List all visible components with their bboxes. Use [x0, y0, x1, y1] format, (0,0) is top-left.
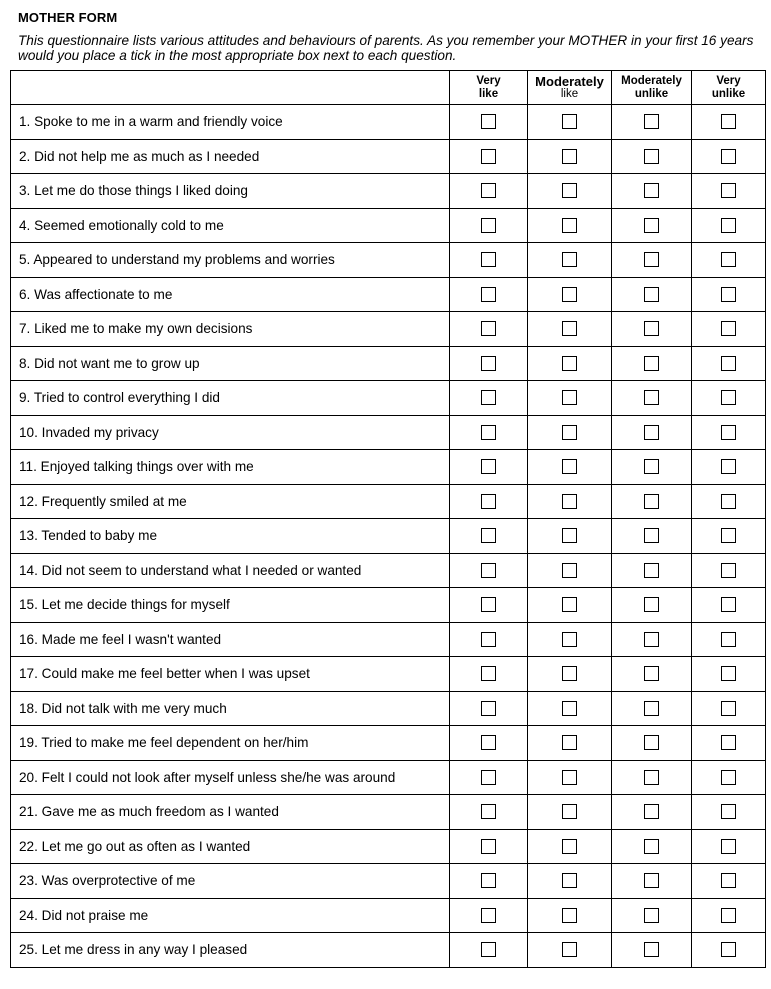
- answer-cell-very-like: [450, 484, 528, 519]
- checkbox-moderately-like[interactable]: [562, 839, 577, 854]
- header-very-unlike-line1: Very: [716, 74, 741, 87]
- answer-cell-moderately-unlike: [612, 553, 692, 588]
- header-moderately-unlike-line1: Moderately: [621, 74, 682, 87]
- answer-cell-moderately-unlike: [612, 657, 692, 692]
- answer-cell-very-like: [450, 864, 528, 899]
- answer-cell-moderately-unlike: [612, 105, 692, 140]
- answer-cell-moderately-unlike: [612, 484, 692, 519]
- answer-cell-moderately-unlike: [612, 864, 692, 899]
- checkbox-moderately-unlike[interactable]: [644, 839, 659, 854]
- checkbox-very-like[interactable]: [481, 735, 496, 750]
- header-moderately-unlike: [612, 71, 692, 105]
- checkbox-moderately-like[interactable]: [562, 356, 577, 371]
- question-text: 10. Invaded my privacy: [11, 415, 450, 450]
- checkbox-moderately-unlike[interactable]: [644, 770, 659, 785]
- answer-cell-very-like: [450, 208, 528, 243]
- answer-cell-very-unlike: [692, 415, 766, 450]
- answer-cell-very-like: [450, 760, 528, 795]
- question-text: 5. Appeared to understand my problems and worries: [11, 243, 450, 278]
- form-title: MOTHER FORM: [18, 10, 118, 25]
- checkbox-very-like[interactable]: [481, 356, 496, 371]
- answer-cell-very-like: [450, 450, 528, 485]
- checkbox-very-unlike[interactable]: [721, 356, 736, 371]
- table-row: [11, 622, 766, 657]
- table-row: [11, 519, 766, 554]
- question-text: 25. Let me dress in any way I pleased: [11, 933, 450, 968]
- checkbox-moderately-unlike[interactable]: [644, 425, 659, 440]
- checkbox-moderately-like[interactable]: [562, 114, 577, 129]
- checkbox-moderately-like[interactable]: [562, 873, 577, 888]
- table-row: [11, 484, 766, 519]
- table-row: [11, 760, 766, 795]
- checkbox-very-unlike[interactable]: [721, 494, 736, 509]
- table-row: [11, 105, 766, 140]
- checkbox-moderately-unlike[interactable]: [644, 942, 659, 957]
- checkbox-very-unlike[interactable]: [721, 908, 736, 923]
- question-text: 15. Let me decide things for myself: [11, 588, 450, 623]
- checkbox-very-unlike[interactable]: [721, 942, 736, 957]
- question-text: 17. Could make me feel better when I was upset: [11, 657, 450, 692]
- answer-cell-moderately-like: [528, 243, 612, 278]
- answer-cell-moderately-like: [528, 622, 612, 657]
- checkbox-moderately-like[interactable]: [562, 459, 577, 474]
- checkbox-very-like[interactable]: [481, 114, 496, 129]
- answer-cell-very-unlike: [692, 174, 766, 209]
- answer-cell-very-unlike: [692, 484, 766, 519]
- answer-cell-moderately-unlike: [612, 622, 692, 657]
- checkbox-very-unlike[interactable]: [721, 390, 736, 405]
- answer-cell-moderately-unlike: [612, 208, 692, 243]
- answer-cell-moderately-unlike: [612, 415, 692, 450]
- question-text: 2. Did not help me as much as I needed: [11, 139, 450, 174]
- checkbox-moderately-unlike[interactable]: [644, 597, 659, 612]
- answer-cell-moderately-unlike: [612, 829, 692, 864]
- checkbox-very-like[interactable]: [481, 666, 496, 681]
- checkbox-moderately-unlike[interactable]: [644, 666, 659, 681]
- checkbox-moderately-like[interactable]: [562, 701, 577, 716]
- checkbox-moderately-unlike[interactable]: [644, 908, 659, 923]
- checkbox-very-like[interactable]: [481, 563, 496, 578]
- header-very-like-line2: like: [478, 87, 499, 100]
- question-text: 6. Was affectionate to me: [11, 277, 450, 312]
- answer-cell-moderately-unlike: [612, 277, 692, 312]
- table-row: [11, 346, 766, 381]
- checkbox-very-unlike[interactable]: [721, 149, 736, 164]
- checkbox-very-like[interactable]: [481, 804, 496, 819]
- table-row: [11, 933, 766, 968]
- checkbox-moderately-unlike[interactable]: [644, 252, 659, 267]
- checkbox-very-unlike[interactable]: [721, 632, 736, 647]
- checkbox-very-like[interactable]: [481, 770, 496, 785]
- checkbox-very-unlike[interactable]: [721, 839, 736, 854]
- answer-cell-moderately-like: [528, 346, 612, 381]
- table-row: [11, 243, 766, 278]
- checkbox-moderately-like[interactable]: [562, 252, 577, 267]
- checkbox-very-unlike[interactable]: [721, 183, 736, 198]
- checkbox-moderately-like[interactable]: [562, 425, 577, 440]
- table-row: [11, 553, 766, 588]
- answer-cell-moderately-like: [528, 519, 612, 554]
- table-row: [11, 657, 766, 692]
- checkbox-moderately-unlike[interactable]: [644, 459, 659, 474]
- question-text: 22. Let me go out as often as I wanted: [11, 829, 450, 864]
- question-text: 18. Did not talk with me very much: [11, 691, 450, 726]
- answer-cell-moderately-like: [528, 312, 612, 347]
- checkbox-moderately-unlike[interactable]: [644, 804, 659, 819]
- question-text: 16. Made me feel I wasn't wanted: [11, 622, 450, 657]
- answer-cell-moderately-unlike: [612, 898, 692, 933]
- checkbox-very-like[interactable]: [481, 287, 496, 302]
- checkbox-moderately-unlike[interactable]: [644, 356, 659, 371]
- checkbox-very-unlike[interactable]: [721, 114, 736, 129]
- checkbox-moderately-like[interactable]: [562, 321, 577, 336]
- checkbox-very-like[interactable]: [481, 252, 496, 267]
- table-row: [11, 726, 766, 761]
- answer-cell-very-like: [450, 415, 528, 450]
- checkbox-very-like[interactable]: [481, 942, 496, 957]
- table-row: [11, 381, 766, 416]
- header-very-like: [450, 71, 528, 105]
- checkbox-moderately-unlike[interactable]: [644, 114, 659, 129]
- table-row: [11, 277, 766, 312]
- checkbox-moderately-like[interactable]: [562, 287, 577, 302]
- header-moderately-like-line1: Moderately: [535, 73, 604, 89]
- table-row: [11, 174, 766, 209]
- checkbox-moderately-unlike[interactable]: [644, 563, 659, 578]
- header-very-unlike: [692, 71, 766, 105]
- checkbox-very-like[interactable]: [481, 494, 496, 509]
- checkbox-moderately-like[interactable]: [562, 908, 577, 923]
- answer-cell-very-like: [450, 726, 528, 761]
- checkbox-moderately-unlike[interactable]: [644, 528, 659, 543]
- checkbox-very-like[interactable]: [481, 839, 496, 854]
- header-question-cell: [11, 71, 450, 105]
- table-row: [11, 208, 766, 243]
- table-row: [11, 588, 766, 623]
- answer-cell-moderately-like: [528, 450, 612, 485]
- checkbox-moderately-like[interactable]: [562, 149, 577, 164]
- answer-cell-very-unlike: [692, 657, 766, 692]
- checkbox-very-unlike[interactable]: [721, 218, 736, 233]
- header-moderately-like-line2: like: [560, 87, 579, 100]
- header-very-like-line1: Very: [476, 74, 501, 87]
- checkbox-moderately-like[interactable]: [562, 770, 577, 785]
- checkbox-very-like[interactable]: [481, 390, 496, 405]
- checkbox-very-unlike[interactable]: [721, 701, 736, 716]
- answer-cell-very-like: [450, 588, 528, 623]
- header-moderately-like: [528, 71, 612, 105]
- checkbox-very-unlike[interactable]: [721, 666, 736, 681]
- answer-cell-very-unlike: [692, 864, 766, 899]
- answer-cell-moderately-like: [528, 174, 612, 209]
- answer-cell-moderately-like: [528, 933, 612, 968]
- checkbox-moderately-unlike[interactable]: [644, 390, 659, 405]
- checkbox-very-like[interactable]: [481, 632, 496, 647]
- question-text: 9. Tried to control everything I did: [11, 381, 450, 416]
- checkbox-very-like[interactable]: [481, 218, 496, 233]
- question-text: 12. Frequently smiled at me: [11, 484, 450, 519]
- checkbox-moderately-unlike[interactable]: [644, 321, 659, 336]
- answer-cell-moderately-unlike: [612, 726, 692, 761]
- checkbox-very-like[interactable]: [481, 873, 496, 888]
- answer-cell-moderately-like: [528, 760, 612, 795]
- checkbox-very-like[interactable]: [481, 908, 496, 923]
- table-row: [11, 795, 766, 830]
- answer-cell-moderately-unlike: [612, 346, 692, 381]
- answer-cell-moderately-unlike: [612, 691, 692, 726]
- checkbox-moderately-like[interactable]: [562, 218, 577, 233]
- checkbox-moderately-like[interactable]: [562, 390, 577, 405]
- answer-cell-very-unlike: [692, 381, 766, 416]
- answer-cell-very-unlike: [692, 933, 766, 968]
- answer-cell-very-like: [450, 898, 528, 933]
- table-row: [11, 450, 766, 485]
- answer-cell-very-unlike: [692, 139, 766, 174]
- checkbox-moderately-like[interactable]: [562, 563, 577, 578]
- answer-cell-moderately-like: [528, 139, 612, 174]
- answer-cell-moderately-unlike: [612, 795, 692, 830]
- checkbox-moderately-like[interactable]: [562, 735, 577, 750]
- answer-cell-moderately-unlike: [612, 174, 692, 209]
- answer-cell-very-like: [450, 795, 528, 830]
- answer-cell-very-unlike: [692, 450, 766, 485]
- checkbox-very-like[interactable]: [481, 149, 496, 164]
- checkbox-moderately-like[interactable]: [562, 183, 577, 198]
- answer-cell-very-unlike: [692, 795, 766, 830]
- answer-cell-moderately-like: [528, 277, 612, 312]
- answer-cell-moderately-unlike: [612, 381, 692, 416]
- checkbox-moderately-unlike[interactable]: [644, 632, 659, 647]
- checkbox-very-like[interactable]: [481, 183, 496, 198]
- question-text: 4. Seemed emotionally cold to me: [11, 208, 450, 243]
- checkbox-very-unlike[interactable]: [721, 770, 736, 785]
- answer-cell-moderately-like: [528, 381, 612, 416]
- checkbox-moderately-like[interactable]: [562, 804, 577, 819]
- answer-cell-moderately-like: [528, 208, 612, 243]
- question-rows: [11, 105, 766, 968]
- answer-cell-moderately-unlike: [612, 519, 692, 554]
- checkbox-moderately-like[interactable]: [562, 597, 577, 612]
- answer-cell-very-unlike: [692, 277, 766, 312]
- checkbox-very-unlike[interactable]: [721, 425, 736, 440]
- checkbox-very-unlike[interactable]: [721, 873, 736, 888]
- answer-cell-very-unlike: [692, 622, 766, 657]
- header-very-unlike-line2: unlike: [711, 87, 746, 100]
- question-text: 14. Did not seem to understand what I needed or wanted: [11, 553, 450, 588]
- answer-cell-moderately-like: [528, 588, 612, 623]
- checkbox-very-like[interactable]: [481, 597, 496, 612]
- checkbox-very-unlike[interactable]: [721, 287, 736, 302]
- checkbox-moderately-unlike[interactable]: [644, 701, 659, 716]
- checkbox-moderately-unlike[interactable]: [644, 873, 659, 888]
- checkbox-very-unlike[interactable]: [721, 735, 736, 750]
- checkbox-very-unlike[interactable]: [721, 252, 736, 267]
- answer-cell-very-like: [450, 243, 528, 278]
- checkbox-moderately-like[interactable]: [562, 666, 577, 681]
- table-row: [11, 898, 766, 933]
- checkbox-moderately-like[interactable]: [562, 528, 577, 543]
- question-text: 13. Tended to baby me: [11, 519, 450, 554]
- table-row: [11, 139, 766, 174]
- answer-cell-moderately-like: [528, 484, 612, 519]
- answer-cell-very-unlike: [692, 312, 766, 347]
- header-moderately-unlike-line2: unlike: [634, 87, 669, 100]
- answer-cell-very-like: [450, 622, 528, 657]
- answer-cell-very-like: [450, 381, 528, 416]
- table-row: [11, 864, 766, 899]
- question-text: 11. Enjoyed talking things over with me: [11, 450, 450, 485]
- form-instructions: This questionnaire lists various attitudes and behaviours of parents. As you remember your MOTHER in your first 16 years would you place a tick in the most appropriate box next to each question.: [18, 33, 754, 63]
- answer-cell-moderately-unlike: [612, 588, 692, 623]
- checkbox-very-unlike[interactable]: [721, 459, 736, 474]
- header-row: [11, 71, 766, 105]
- checkbox-moderately-unlike[interactable]: [644, 287, 659, 302]
- table-row: [11, 829, 766, 864]
- answer-cell-very-unlike: [692, 691, 766, 726]
- checkbox-very-like[interactable]: [481, 701, 496, 716]
- answer-cell-very-like: [450, 312, 528, 347]
- answer-cell-very-unlike: [692, 346, 766, 381]
- checkbox-moderately-unlike[interactable]: [644, 218, 659, 233]
- answer-cell-moderately-unlike: [612, 312, 692, 347]
- checkbox-very-like[interactable]: [481, 321, 496, 336]
- checkbox-very-like[interactable]: [481, 425, 496, 440]
- checkbox-very-unlike[interactable]: [721, 563, 736, 578]
- answer-cell-moderately-like: [528, 553, 612, 588]
- answer-cell-moderately-like: [528, 105, 612, 140]
- answer-cell-moderately-unlike: [612, 933, 692, 968]
- question-text: 1. Spoke to me in a warm and friendly voice: [11, 105, 450, 140]
- answer-cell-moderately-unlike: [612, 139, 692, 174]
- table-row: [11, 691, 766, 726]
- answer-cell-very-like: [450, 933, 528, 968]
- checkbox-moderately-unlike[interactable]: [644, 149, 659, 164]
- question-text: 19. Tried to make me feel dependent on her/him: [11, 726, 450, 761]
- answer-cell-very-like: [450, 139, 528, 174]
- question-text: 7. Liked me to make my own decisions: [11, 312, 450, 347]
- question-text: 20. Felt I could not look after myself unless she/he was around: [11, 760, 450, 795]
- answer-cell-very-like: [450, 174, 528, 209]
- checkbox-very-unlike[interactable]: [721, 597, 736, 612]
- answer-cell-moderately-like: [528, 829, 612, 864]
- checkbox-moderately-unlike[interactable]: [644, 183, 659, 198]
- question-text: 3. Let me do those things I liked doing: [11, 174, 450, 209]
- answer-cell-moderately-unlike: [612, 243, 692, 278]
- checkbox-very-unlike[interactable]: [721, 321, 736, 336]
- answer-cell-moderately-like: [528, 726, 612, 761]
- answer-cell-very-unlike: [692, 105, 766, 140]
- questionnaire-table: [10, 70, 766, 968]
- answer-cell-very-unlike: [692, 726, 766, 761]
- table-row: [11, 415, 766, 450]
- answer-cell-moderately-unlike: [612, 450, 692, 485]
- answer-cell-very-like: [450, 691, 528, 726]
- answer-cell-moderately-like: [528, 691, 612, 726]
- answer-cell-very-unlike: [692, 760, 766, 795]
- answer-cell-moderately-like: [528, 415, 612, 450]
- checkbox-very-unlike[interactable]: [721, 804, 736, 819]
- checkbox-moderately-unlike[interactable]: [644, 735, 659, 750]
- table-row: [11, 312, 766, 347]
- checkbox-very-like[interactable]: [481, 528, 496, 543]
- checkbox-moderately-unlike[interactable]: [644, 494, 659, 509]
- answer-cell-very-unlike: [692, 553, 766, 588]
- answer-cell-very-unlike: [692, 829, 766, 864]
- checkbox-very-like[interactable]: [481, 459, 496, 474]
- checkbox-moderately-like[interactable]: [562, 632, 577, 647]
- question-text: 8. Did not want me to grow up: [11, 346, 450, 381]
- answer-cell-very-like: [450, 105, 528, 140]
- answer-cell-very-unlike: [692, 243, 766, 278]
- answer-cell-very-like: [450, 346, 528, 381]
- answer-cell-very-unlike: [692, 588, 766, 623]
- question-text: 23. Was overprotective of me: [11, 864, 450, 899]
- answer-cell-moderately-like: [528, 898, 612, 933]
- answer-cell-moderately-like: [528, 657, 612, 692]
- checkbox-moderately-like[interactable]: [562, 942, 577, 957]
- question-text: 21. Gave me as much freedom as I wanted: [11, 795, 450, 830]
- answer-cell-moderately-like: [528, 864, 612, 899]
- answer-cell-very-like: [450, 657, 528, 692]
- answer-cell-very-unlike: [692, 208, 766, 243]
- answer-cell-very-like: [450, 553, 528, 588]
- answer-cell-moderately-like: [528, 795, 612, 830]
- question-text: 24. Did not praise me: [11, 898, 450, 933]
- answer-cell-very-like: [450, 829, 528, 864]
- answer-cell-very-unlike: [692, 898, 766, 933]
- checkbox-moderately-like[interactable]: [562, 494, 577, 509]
- answer-cell-very-like: [450, 519, 528, 554]
- checkbox-very-unlike[interactable]: [721, 528, 736, 543]
- answer-cell-very-like: [450, 277, 528, 312]
- answer-cell-very-unlike: [692, 519, 766, 554]
- answer-cell-moderately-unlike: [612, 760, 692, 795]
